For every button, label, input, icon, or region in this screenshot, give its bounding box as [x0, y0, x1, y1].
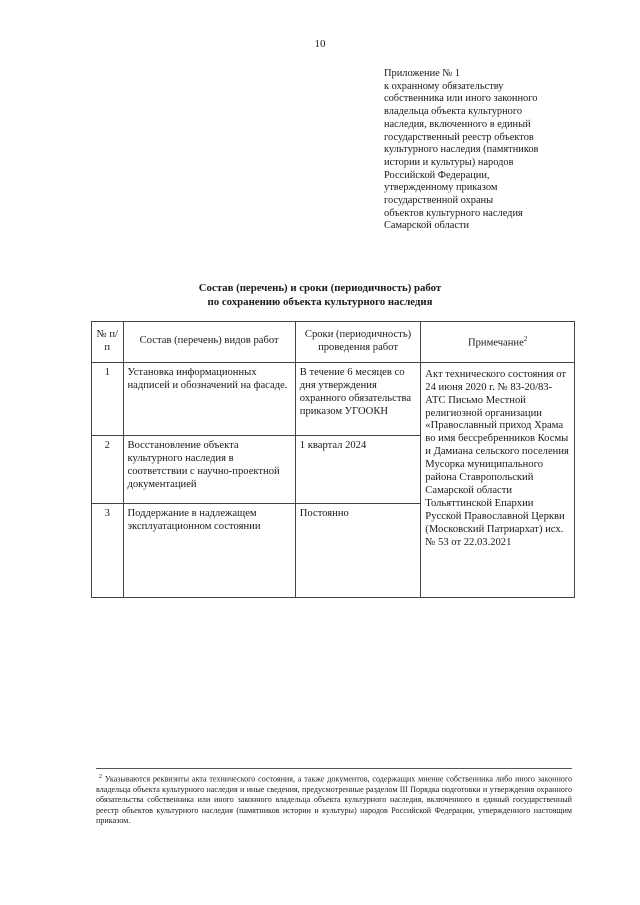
- header-works: Состав (перечень) видов работ: [123, 322, 295, 363]
- appendix-line: собственника или иного законного: [384, 93, 538, 105]
- appendix-line: Самарской области: [384, 220, 470, 232]
- appendix-line: культурного наследия (памятников: [384, 144, 539, 156]
- row-num: 1: [92, 362, 124, 435]
- document-heading: [0, 282, 640, 309]
- footnote-text: Указываются реквизиты акта технического состояния, а также документов, содержащих мнение собственника либо иного законного владельца объекта культурного наследия и иные сведения, предусмотренные разделом III Порядка подготовки и утверждения охранного обязательства собственника или иного законного владельца объекта культурного наследия, включенного в единый государственный реестр объектов культурного наследия (памятников истории и культуры) народов Российской Федерации, утвержденного настоящим приказом.: [96, 774, 572, 825]
- footnote-mark: 2: [99, 774, 102, 780]
- heading-line-1: Состав (перечень) и сроки (периодичность) работ: [198, 282, 442, 294]
- row-terms: Постоянно: [295, 503, 421, 597]
- appendix-line: государственный реестр объектов: [384, 131, 534, 143]
- heading-line-2: по сохранению объекта культурного наследия: [207, 295, 433, 308]
- appendix-line: государственной охраны: [384, 195, 494, 207]
- appendix-line: владельца объекта культурного: [384, 106, 523, 118]
- table-row: [92, 362, 575, 435]
- appendix-line: объектов культурного наследия: [384, 207, 523, 219]
- row-num: 3: [92, 503, 124, 597]
- page-number: 10: [314, 38, 326, 50]
- row-works: Восстановление объекта культурного наследия в соответствии с научно-проектной документацией: [123, 435, 295, 503]
- header-num: № п/п: [92, 322, 124, 363]
- appendix-line: к охранному обязательству: [384, 80, 504, 92]
- appendix-line: утвержденному приказом: [384, 182, 498, 194]
- works-table: [91, 321, 575, 598]
- appendix-line: Приложение № 1: [384, 68, 461, 79]
- row-num: 2: [92, 435, 124, 503]
- header-note-label: Примечание: [467, 337, 524, 349]
- header-terms: Сроки (периодичность) проведения работ: [295, 322, 421, 363]
- header-note-footnote-mark: 2: [523, 334, 528, 343]
- note-cell: Акт технического состояния от 24 июня 2020 г. № 83-20/83-АТС Письмо Местной религиозной организации «Православный приход Храма во имя бессребренников Космы и Дамиана сельского поселения Мусорка муниципального района Ставропольский Самарской области Тольяттинской Епархии Русской Православной Церкви (Московский Патриархат) исх. № 53 от 22.03.2021: [421, 362, 575, 597]
- footnote: [96, 772, 572, 826]
- header-note: [421, 322, 575, 363]
- appendix-line: Российской Федерации,: [384, 169, 490, 181]
- row-terms: 1 квартал 2024: [295, 435, 421, 503]
- appendix-line: наследия, включенного в единый: [384, 118, 531, 130]
- footnote-divider: [96, 768, 572, 769]
- appendix-line: истории и культуры) народов: [384, 156, 514, 168]
- appendix-block: [384, 68, 584, 233]
- row-works: Поддержание в надлежащем эксплуатационном состоянии: [123, 503, 295, 597]
- row-terms: В течение 6 месяцев со дня утверждения охранного обязательства приказом УГООКН: [295, 362, 421, 435]
- table-header-row: [92, 322, 575, 363]
- row-works: Установка информационных надписей и обозначений на фасаде.: [123, 362, 295, 435]
